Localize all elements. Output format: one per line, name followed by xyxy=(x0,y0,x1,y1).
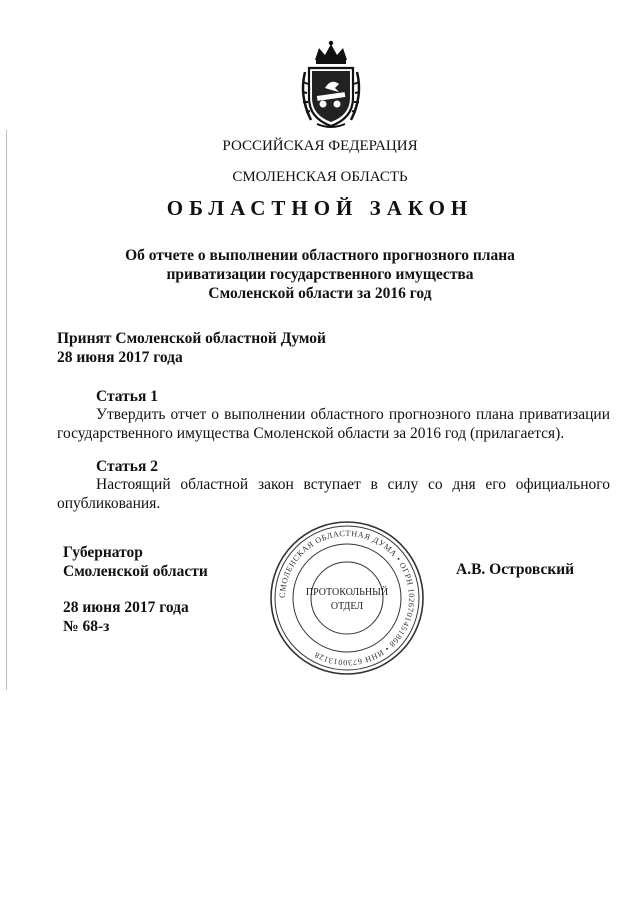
article-2-heading: Статья 2 xyxy=(96,458,158,475)
article-1-line: Утвердить отчет о выполнении областного прогнозного плана приватизации xyxy=(96,406,610,423)
document-title: ОБЛАСТНОЙ ЗАКОН xyxy=(166,196,474,220)
adoption-info xyxy=(57,329,326,367)
article-1-line: государственного имущества Смоленской области за 2016 год (прилагается). xyxy=(57,425,565,442)
stamp-center-line: ПРОТОКОЛЬНЫЙ xyxy=(305,587,389,598)
country-heading: РОССИЙСКАЯ ФЕДЕРАЦИЯ xyxy=(222,138,418,154)
law-subject xyxy=(0,246,640,303)
law-number: № 68-з xyxy=(63,618,110,635)
signing-date: 28 июня 2017 года xyxy=(63,599,189,616)
stamp-center xyxy=(302,586,392,614)
article-2-text xyxy=(57,475,610,513)
stamp-ring-text: СМОЛЕНСКАЯ ОБЛАСТНАЯ ДУМА • ОГРН 1026701451868 • ИНН 6730013128 xyxy=(277,528,417,668)
region-heading: СМОЛЕНСКАЯ ОБЛАСТЬ xyxy=(232,169,408,185)
signer-position-line: Смоленской области xyxy=(63,563,208,580)
signing-info xyxy=(63,598,189,636)
article-2-line: опубликования. xyxy=(57,495,161,512)
article-2-line: Настоящий областной закон вступает в силу со дня его официального xyxy=(96,476,610,493)
adoption-date: 28 июня 2017 года xyxy=(57,349,183,366)
adoption-body: Принят Смоленской областной Думой xyxy=(57,330,326,347)
law-subject-line: Об отчете о выполнении областного прогнозного плана xyxy=(125,247,515,264)
stamp-center-line: ОТДЕЛ xyxy=(330,601,364,612)
article-1-heading: Статья 1 xyxy=(96,388,158,405)
signer-position-line: Губернатор xyxy=(63,544,143,561)
article-1-text xyxy=(57,405,610,443)
law-subject-line: приватизации государственного имущества xyxy=(166,266,474,283)
signer-name: А.В. Островский xyxy=(456,561,575,578)
smolensk-coat-of-arms-icon xyxy=(295,38,367,130)
signer-position xyxy=(63,543,208,581)
law-subject-line: Смоленской области за 2016 год xyxy=(208,285,432,302)
